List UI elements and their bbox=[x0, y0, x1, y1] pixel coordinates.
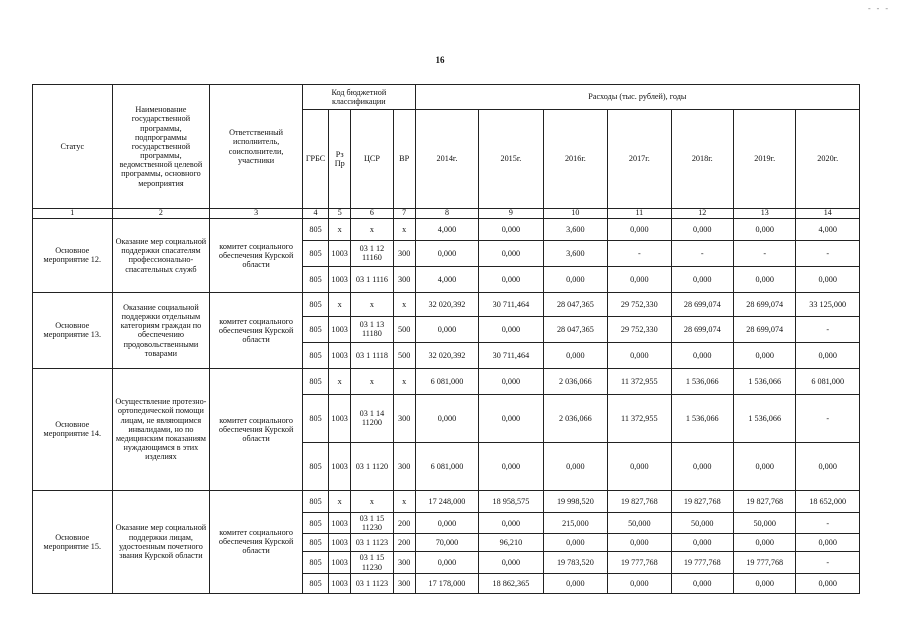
vr-cell: х bbox=[393, 368, 415, 394]
table-body bbox=[33, 218, 860, 593]
expense-value-cell: 32 020,392 bbox=[415, 342, 478, 368]
table-row bbox=[33, 368, 860, 394]
header-year: 2020г. bbox=[796, 110, 860, 209]
expense-value-cell: 19 827,768 bbox=[608, 490, 671, 512]
executor-cell: комитет социального обеспечения Курской области bbox=[210, 368, 303, 490]
expense-value-cell: 70,000 bbox=[415, 534, 478, 552]
rzpr-cell: 1003 bbox=[329, 573, 351, 593]
header-budget-code: Код бюджетной классификации bbox=[302, 85, 415, 110]
expense-value-cell: 0,000 bbox=[671, 534, 733, 552]
expense-value-cell: 0,000 bbox=[671, 218, 733, 240]
expense-value-cell: - bbox=[796, 240, 860, 266]
expense-value-cell: 0,000 bbox=[479, 266, 543, 292]
expense-value-cell: - bbox=[796, 552, 860, 573]
executor-cell: комитет социального обеспечения Курской области bbox=[210, 490, 303, 593]
expense-value-cell: 28 047,365 bbox=[543, 292, 607, 316]
grbs-cell: 805 bbox=[302, 292, 328, 316]
expense-value-cell: 19 783,520 bbox=[543, 552, 607, 573]
expense-value-cell: 0,000 bbox=[796, 573, 860, 593]
column-number: 10 bbox=[543, 209, 607, 219]
column-number: 12 bbox=[671, 209, 733, 219]
header-year: 2014г. bbox=[415, 110, 478, 209]
expense-value-cell: 0,000 bbox=[479, 394, 543, 442]
expense-value-cell: - bbox=[671, 240, 733, 266]
expense-value-cell: 0,000 bbox=[733, 534, 795, 552]
expense-value-cell: 19 827,768 bbox=[733, 490, 795, 512]
expense-value-cell: 2 036,066 bbox=[543, 368, 607, 394]
column-number: 7 bbox=[393, 209, 415, 219]
expense-value-cell: 0,000 bbox=[415, 240, 478, 266]
expense-value-cell: - bbox=[608, 240, 671, 266]
expense-value-cell: 1 536,066 bbox=[671, 394, 733, 442]
header-expenses: Расходы (тыс. рублей), годы bbox=[415, 85, 859, 110]
expense-value-cell: 96,210 bbox=[479, 534, 543, 552]
expense-value-cell: 0,000 bbox=[415, 394, 478, 442]
table-row bbox=[33, 292, 860, 316]
expense-value-cell: 0,000 bbox=[796, 442, 860, 490]
expense-value-cell: 0,000 bbox=[415, 512, 478, 533]
header-executor: Ответственный исполнитель, соисполнители, участники bbox=[210, 85, 303, 209]
vr-cell: 500 bbox=[393, 316, 415, 342]
expense-value-cell: 4,000 bbox=[415, 218, 478, 240]
grbs-cell: 805 bbox=[302, 394, 328, 442]
measure-name-cell: Осуществление протезно-ортопедической помощи лицам, не являющимся инвалидами, но по медицинским показаниям нуждающимся в этих изделиях bbox=[112, 368, 210, 490]
expense-value-cell: 0,000 bbox=[733, 266, 795, 292]
vr-cell: 200 bbox=[393, 534, 415, 552]
expense-value-cell: 29 752,330 bbox=[608, 292, 671, 316]
expense-value-cell: 4,000 bbox=[415, 266, 478, 292]
expense-value-cell: 0,000 bbox=[608, 218, 671, 240]
expense-value-cell: 0,000 bbox=[543, 534, 607, 552]
csr-cell: 03 1 14 11200 bbox=[351, 394, 393, 442]
column-number: 8 bbox=[415, 209, 478, 219]
status-cell: Основное мероприятие 13. bbox=[33, 292, 113, 368]
vr-cell: х bbox=[393, 292, 415, 316]
column-number: 11 bbox=[608, 209, 671, 219]
grbs-cell: 805 bbox=[302, 490, 328, 512]
expense-value-cell: 1 536,066 bbox=[671, 368, 733, 394]
grbs-cell: 805 bbox=[302, 266, 328, 292]
rzpr-cell: 1003 bbox=[329, 552, 351, 573]
expense-value-cell: 17 248,000 bbox=[415, 490, 478, 512]
measure-name-cell: Оказание мер социальной поддержки лицам, удостоенным почетного звания Курской области bbox=[112, 490, 210, 593]
csr-cell: х bbox=[351, 218, 393, 240]
table-row bbox=[33, 490, 860, 512]
expense-value-cell: 0,000 bbox=[608, 573, 671, 593]
executor-cell: комитет социального обеспечения Курской области bbox=[210, 218, 303, 292]
expense-value-cell: 0,000 bbox=[479, 552, 543, 573]
grbs-cell: 805 bbox=[302, 442, 328, 490]
header-year: 2017г. bbox=[608, 110, 671, 209]
status-cell: Основное мероприятие 14. bbox=[33, 368, 113, 490]
expense-value-cell: 0,000 bbox=[796, 266, 860, 292]
expense-value-cell: 50,000 bbox=[608, 512, 671, 533]
executor-cell: комитет социального обеспечения Курской области bbox=[210, 292, 303, 368]
expense-value-cell: 0,000 bbox=[733, 218, 795, 240]
expense-value-cell: 0,000 bbox=[733, 342, 795, 368]
expense-value-cell: 0,000 bbox=[608, 534, 671, 552]
expense-value-cell: 19 777,768 bbox=[608, 552, 671, 573]
expense-value-cell: 0,000 bbox=[608, 266, 671, 292]
expense-value-cell: 215,000 bbox=[543, 512, 607, 533]
csr-cell: 03 1 12 11160 bbox=[351, 240, 393, 266]
expense-value-cell: 0,000 bbox=[671, 342, 733, 368]
measure-name-cell: Оказание мер социальной поддержки спасателям профессионально-спасательных служб bbox=[112, 218, 210, 292]
column-number: 1 bbox=[33, 209, 113, 219]
csr-cell: 03 1 1118 bbox=[351, 342, 393, 368]
csr-cell: 03 1 1123 bbox=[351, 573, 393, 593]
csr-cell: х bbox=[351, 368, 393, 394]
header-year: 2018г. bbox=[671, 110, 733, 209]
rzpr-cell: х bbox=[329, 490, 351, 512]
expense-value-cell: 0,000 bbox=[608, 342, 671, 368]
expense-value-cell: 6 081,000 bbox=[796, 368, 860, 394]
expense-value-cell: 28 047,365 bbox=[543, 316, 607, 342]
expense-value-cell: 29 752,330 bbox=[608, 316, 671, 342]
rzpr-cell: 1003 bbox=[329, 316, 351, 342]
csr-cell: 03 1 1120 bbox=[351, 442, 393, 490]
rzpr-cell: 1003 bbox=[329, 266, 351, 292]
expense-value-cell: 18 958,575 bbox=[479, 490, 543, 512]
expense-value-cell: 0,000 bbox=[479, 316, 543, 342]
expense-value-cell: 0,000 bbox=[415, 552, 478, 573]
expense-value-cell: 50,000 bbox=[733, 512, 795, 533]
expense-value-cell: 0,000 bbox=[479, 512, 543, 533]
expense-value-cell: - bbox=[733, 240, 795, 266]
expense-value-cell: 0,000 bbox=[671, 266, 733, 292]
expense-value-cell: 11 372,955 bbox=[608, 394, 671, 442]
expense-value-cell: 0,000 bbox=[796, 342, 860, 368]
csr-cell: х bbox=[351, 292, 393, 316]
grbs-cell: 805 bbox=[302, 534, 328, 552]
header-rzpr: Рз Пр bbox=[329, 110, 351, 209]
expense-value-cell: 18 862,365 bbox=[479, 573, 543, 593]
column-number: 4 bbox=[302, 209, 328, 219]
table-row bbox=[33, 218, 860, 240]
rzpr-cell: 1003 bbox=[329, 394, 351, 442]
expense-value-cell: 1 536,066 bbox=[733, 368, 795, 394]
header-vr: ВР bbox=[393, 110, 415, 209]
expense-value-cell: 18 652,000 bbox=[796, 490, 860, 512]
expense-value-cell: - bbox=[796, 512, 860, 533]
grbs-cell: 805 bbox=[302, 218, 328, 240]
csr-cell: 03 1 15 11230 bbox=[351, 552, 393, 573]
expense-value-cell: 50,000 bbox=[671, 512, 733, 533]
expense-value-cell: 0,000 bbox=[543, 442, 607, 490]
rzpr-cell: 1003 bbox=[329, 240, 351, 266]
vr-cell: х bbox=[393, 218, 415, 240]
expense-value-cell: 19 777,768 bbox=[733, 552, 795, 573]
expense-value-cell: 19 827,768 bbox=[671, 490, 733, 512]
column-number: 13 bbox=[733, 209, 795, 219]
expense-value-cell: 28 699,074 bbox=[733, 292, 795, 316]
expense-value-cell: 0,000 bbox=[543, 342, 607, 368]
page-number: 16 bbox=[435, 55, 445, 65]
expense-value-cell: 0,000 bbox=[543, 266, 607, 292]
expense-value-cell: 30 711,464 bbox=[479, 292, 543, 316]
expense-value-cell: 33 125,000 bbox=[796, 292, 860, 316]
expense-value-cell: 6 081,000 bbox=[415, 368, 478, 394]
expense-value-cell: 32 020,392 bbox=[415, 292, 478, 316]
status-cell: Основное мероприятие 12. bbox=[33, 218, 113, 292]
column-number-row bbox=[33, 209, 860, 219]
header-status: Статус bbox=[33, 85, 113, 209]
expense-value-cell: 3,600 bbox=[543, 218, 607, 240]
expense-value-cell: 0,000 bbox=[733, 573, 795, 593]
expense-value-cell: 0,000 bbox=[733, 442, 795, 490]
header-row-top bbox=[33, 85, 860, 110]
rzpr-cell: х bbox=[329, 292, 351, 316]
expense-value-cell: 0,000 bbox=[608, 442, 671, 490]
expense-value-cell: 28 699,074 bbox=[671, 292, 733, 316]
header-year: 2019г. bbox=[733, 110, 795, 209]
expense-value-cell: 6 081,000 bbox=[415, 442, 478, 490]
expense-value-cell: 0,000 bbox=[479, 218, 543, 240]
expense-value-cell: 0,000 bbox=[415, 316, 478, 342]
expense-value-cell: 0,000 bbox=[479, 240, 543, 266]
header-name: Наименование государственной программы, подпрограммы государственной программы, ведомственной целевой программы, основного мероприятия bbox=[112, 85, 210, 209]
csr-cell: 03 1 13 11180 bbox=[351, 316, 393, 342]
expense-value-cell: 4,000 bbox=[796, 218, 860, 240]
rzpr-cell: 1003 bbox=[329, 342, 351, 368]
vr-cell: 300 bbox=[393, 240, 415, 266]
vr-cell: 200 bbox=[393, 512, 415, 533]
expense-value-cell: 0,000 bbox=[479, 442, 543, 490]
column-number: 6 bbox=[351, 209, 393, 219]
column-number: 3 bbox=[210, 209, 303, 219]
header-year: 2015г. bbox=[479, 110, 543, 209]
expense-value-cell: 11 372,955 bbox=[608, 368, 671, 394]
vr-cell: 500 bbox=[393, 342, 415, 368]
grbs-cell: 805 bbox=[302, 342, 328, 368]
expense-value-cell: 1 536,066 bbox=[733, 394, 795, 442]
expense-value-cell: - bbox=[796, 394, 860, 442]
grbs-cell: 805 bbox=[302, 316, 328, 342]
csr-cell: 03 1 1116 bbox=[351, 266, 393, 292]
corner-mark: - - - bbox=[868, 4, 890, 13]
header-year: 2016г. bbox=[543, 110, 607, 209]
expense-value-cell: 17 178,000 bbox=[415, 573, 478, 593]
vr-cell: х bbox=[393, 490, 415, 512]
expense-value-cell: 0,000 bbox=[671, 442, 733, 490]
rzpr-cell: 1003 bbox=[329, 442, 351, 490]
grbs-cell: 805 bbox=[302, 573, 328, 593]
vr-cell: 300 bbox=[393, 573, 415, 593]
column-number: 5 bbox=[329, 209, 351, 219]
rzpr-cell: 1003 bbox=[329, 534, 351, 552]
expense-value-cell: 0,000 bbox=[479, 368, 543, 394]
rzpr-cell: х bbox=[329, 218, 351, 240]
rzpr-cell: 1003 bbox=[329, 512, 351, 533]
column-number: 14 bbox=[796, 209, 860, 219]
expense-value-cell: 19 777,768 bbox=[671, 552, 733, 573]
expense-value-cell: 30 711,464 bbox=[479, 342, 543, 368]
grbs-cell: 805 bbox=[302, 512, 328, 533]
vr-cell: 300 bbox=[393, 552, 415, 573]
vr-cell: 300 bbox=[393, 442, 415, 490]
grbs-cell: 805 bbox=[302, 552, 328, 573]
expense-value-cell: 28 699,074 bbox=[671, 316, 733, 342]
column-number: 9 bbox=[479, 209, 543, 219]
csr-cell: 03 1 15 11230 bbox=[351, 512, 393, 533]
grbs-cell: 805 bbox=[302, 240, 328, 266]
grbs-cell: 805 bbox=[302, 368, 328, 394]
column-number: 2 bbox=[112, 209, 210, 219]
budget-table bbox=[32, 84, 860, 594]
csr-cell: х bbox=[351, 490, 393, 512]
expense-value-cell: - bbox=[796, 316, 860, 342]
status-cell: Основное мероприятие 15. bbox=[33, 490, 113, 593]
measure-name-cell: Оказание социальной поддержки отдельным категориям граждан по обеспечению продовольственными товарами bbox=[112, 292, 210, 368]
expense-value-cell: 0,000 bbox=[671, 573, 733, 593]
expense-value-cell: 0,000 bbox=[543, 573, 607, 593]
expense-value-cell: 0,000 bbox=[796, 534, 860, 552]
expense-value-cell: 2 036,066 bbox=[543, 394, 607, 442]
expense-value-cell: 19 998,520 bbox=[543, 490, 607, 512]
expense-value-cell: 28 699,074 bbox=[733, 316, 795, 342]
rzpr-cell: х bbox=[329, 368, 351, 394]
csr-cell: 03 1 1123 bbox=[351, 534, 393, 552]
header-csr: ЦСР bbox=[351, 110, 393, 209]
vr-cell: 300 bbox=[393, 266, 415, 292]
vr-cell: 300 bbox=[393, 394, 415, 442]
expense-value-cell: 3,600 bbox=[543, 240, 607, 266]
header-grbs: ГРБС bbox=[302, 110, 328, 209]
